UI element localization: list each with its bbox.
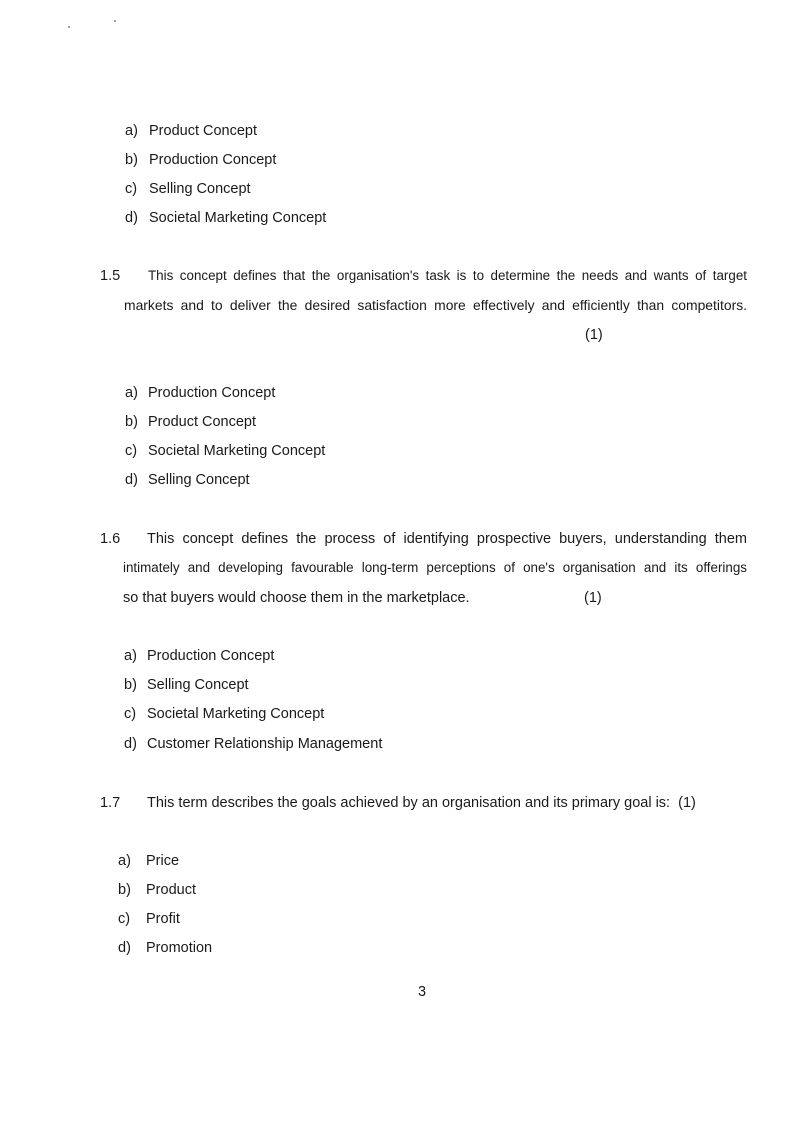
question-text: This term describes the goals achieved by an organisation and its primary goal is: (1) <box>147 795 696 811</box>
option-letter: a) <box>125 385 138 401</box>
option-letter: b) <box>124 677 137 693</box>
list-item <box>125 442 326 460</box>
option-letter: c) <box>118 911 131 927</box>
option-text: Price <box>146 853 180 869</box>
option-text: Product <box>146 882 196 898</box>
list-item <box>125 180 251 198</box>
option-letter: d) <box>125 210 138 226</box>
question-text: so that buyers would choose them in the marketplace. <box>123 590 470 606</box>
list-item <box>125 151 277 169</box>
list-item <box>124 676 249 694</box>
option-letter: c) <box>124 706 137 722</box>
list-item <box>125 413 257 431</box>
question-number: 1.6 <box>100 531 121 547</box>
option-text: Product Concept <box>149 123 258 139</box>
option-letter: d) <box>118 940 131 956</box>
question-text: markets and to deliver the desired satisfaction more effectively and efficiently than competitors. <box>124 297 747 313</box>
option-text: Societal Marketing Concept <box>148 443 326 459</box>
question-text: intimately and developing favourable long-term perceptions of one's organisation and its offerings <box>123 560 747 575</box>
list-item <box>118 939 213 957</box>
list-item <box>124 735 383 753</box>
marks-label: (1) <box>585 327 603 343</box>
list-item <box>125 384 276 402</box>
question-number: 1.5 <box>100 268 121 284</box>
list-item <box>124 705 325 723</box>
marks-label: (1) <box>584 590 602 606</box>
page-number: 3 <box>417 984 427 1000</box>
list-item <box>125 122 258 140</box>
option-text: Profit <box>146 911 180 927</box>
option-text: Production Concept <box>147 648 275 664</box>
option-letter: d) <box>125 472 138 488</box>
list-item <box>118 910 180 928</box>
option-text: Promotion <box>146 940 213 956</box>
scan-speck <box>68 26 70 28</box>
list-item <box>125 209 327 227</box>
option-letter: a) <box>118 853 131 869</box>
question-text: This concept defines the process of identifying prospective buyers, understanding them <box>147 531 747 547</box>
option-letter: b) <box>125 414 138 430</box>
option-text: Customer Relationship Management <box>147 736 383 752</box>
question-number: 1.7 <box>100 795 121 811</box>
scan-speck <box>114 20 116 22</box>
list-item <box>118 852 180 870</box>
option-text: Selling Concept <box>148 472 250 488</box>
list-item <box>118 881 196 899</box>
option-text: Production Concept <box>149 152 277 168</box>
option-letter: d) <box>124 736 137 752</box>
option-letter: c) <box>125 443 138 459</box>
question-text: This concept defines that the organisation's task is to determine the needs and wants of target <box>148 268 747 283</box>
option-letter: a) <box>124 648 137 664</box>
option-letter: b) <box>118 882 131 898</box>
option-text: Selling Concept <box>147 677 249 693</box>
list-item <box>124 647 275 665</box>
option-text: Product Concept <box>148 414 257 430</box>
option-text: Selling Concept <box>149 181 251 197</box>
option-text: Production Concept <box>148 385 276 401</box>
option-text: Societal Marketing Concept <box>147 706 325 722</box>
list-item <box>125 471 250 489</box>
option-letter: c) <box>125 181 138 197</box>
option-letter: a) <box>125 123 138 139</box>
option-letter: b) <box>125 152 138 168</box>
option-text: Societal Marketing Concept <box>149 210 327 226</box>
